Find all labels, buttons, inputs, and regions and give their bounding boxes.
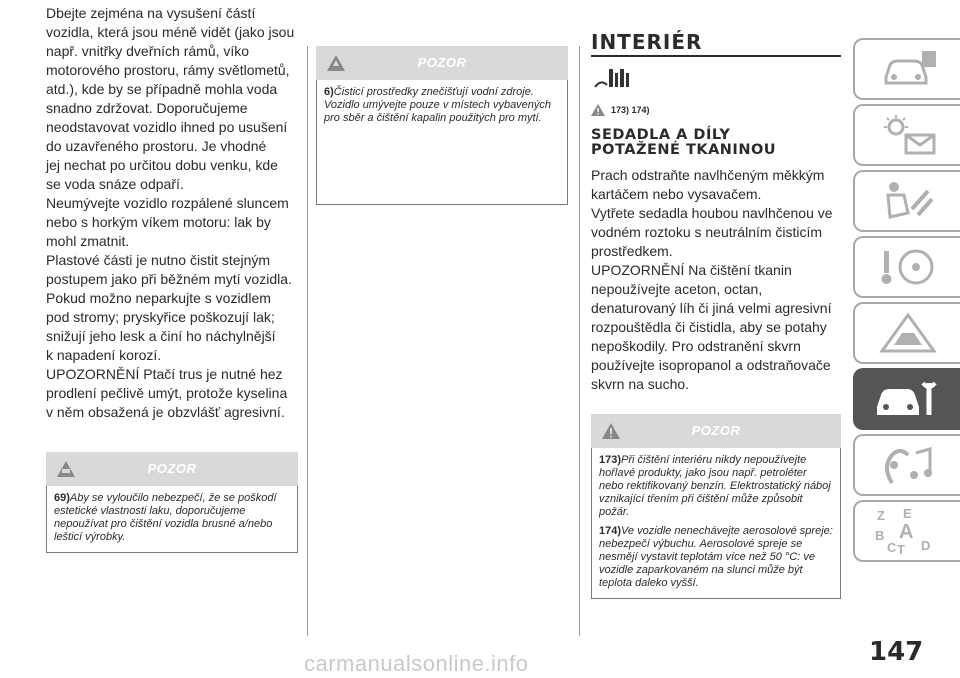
text-line: skvrn na sucho.	[591, 376, 690, 392]
text-line: snižují jeho lesk a činí ho náchylnější	[46, 328, 276, 344]
text-line: pod stromy; pryskyřice poškozují lak;	[46, 309, 275, 325]
text-line: Neumývejte vozidlo rozpálené sluncem	[46, 195, 289, 211]
warning-box-6	[316, 46, 568, 205]
warning-header	[316, 46, 568, 80]
warning-number: 174)	[599, 525, 622, 537]
tab-car-info[interactable]	[853, 38, 960, 100]
warning-text: Aby se vyloučilo nebezpečí, že se poškodí estetické vlastnosti laku, doporučujeme nepoužívat pro čištění vozidla brusné a/nebo lešticí výrobky.	[54, 492, 277, 543]
warning-triangle-icon	[591, 104, 605, 116]
warning-refs	[591, 104, 841, 116]
text-line: nepoužívejte aceton, octan,	[591, 281, 763, 297]
text-line: Dbejte zejména na vysušení částí	[46, 5, 256, 21]
warning-box-173-174	[591, 414, 841, 599]
text-line: jej nechat po určitou dobu venku, kde	[46, 157, 278, 173]
text-line: prodlení pečlivě umýt, protože kyselina	[46, 385, 288, 401]
emergency-icon	[878, 311, 938, 355]
warning-title: POZOR	[147, 461, 197, 476]
text-line: Prach odstraňte navlhčeným měkkým	[591, 167, 825, 183]
tab-safety[interactable]	[853, 170, 960, 232]
text-line: nepoškodily. Pro odstranění skvrn	[591, 338, 801, 354]
index-icon	[873, 506, 943, 556]
text-line: v něm obsažená je obzvlášť agresivní.	[46, 404, 285, 420]
warning-number: 173)	[599, 454, 622, 466]
warning-title: POZOR	[417, 55, 467, 70]
text-line: neodstavovat vozidlo ihned po usušení	[46, 119, 288, 135]
warning-number: 6)	[324, 86, 334, 98]
warning-body	[591, 448, 841, 599]
text-line: nebo s horkým víkem motoru: lak by	[46, 214, 271, 230]
tab-emergency[interactable]	[853, 302, 960, 364]
column-divider	[307, 46, 308, 636]
chapter-tabs	[853, 38, 960, 566]
index-letter: C	[886, 540, 896, 555]
text-line: vodném roztoku s neutrálním čisticím	[591, 224, 823, 240]
text-line: motorového prostoru, rámy světlometů,	[46, 62, 290, 78]
page-number: 147	[869, 637, 924, 667]
subsection-title-line2: POTAŽENÉ TKANINOU	[591, 142, 777, 158]
index-letter: A	[898, 521, 913, 543]
text-line: k napadení korozí.	[46, 347, 162, 363]
text-line: se voda snáze odpaří.	[46, 176, 184, 192]
index-letter: T	[896, 542, 905, 556]
warning-header	[46, 452, 298, 486]
text-line: Pokud možno neparkujte s vozidlem	[46, 290, 271, 306]
warning-number: 69)	[54, 492, 70, 504]
body-text-block	[46, 4, 298, 422]
column-right	[591, 30, 841, 599]
section-title: INTERIÉR	[591, 30, 841, 57]
text-line: postupem jako při běžném mytí vozidla.	[46, 271, 292, 287]
tab-starting-driving[interactable]	[853, 236, 960, 298]
tab-multimedia[interactable]	[853, 434, 960, 496]
index-letter: B	[874, 528, 884, 543]
warning-item-174	[599, 525, 833, 590]
warning-title: POZOR	[691, 423, 741, 438]
text-line: Vytřete sedadla houbou navlhčenou ve	[591, 205, 833, 221]
text-line: denaturovaný líh či jiná velmi agresivní	[591, 300, 832, 316]
text-line: používejte isopropanol a odstraňovače	[591, 357, 831, 373]
tab-warning-lights[interactable]	[853, 104, 960, 166]
car-info-icon	[878, 47, 938, 91]
text-line: snadno zdržovat. Doporučujeme	[46, 100, 248, 116]
warning-text: Čisticí prostředky znečišťují vodní zdroje. Vozidlo umývejte pouze v místech vybavených pro sběr a čištění kapalin použitých pro mytí.	[324, 86, 552, 124]
warning-lights-icon	[878, 113, 938, 157]
watermark: carmanualsonline.info	[304, 651, 529, 676]
text-line: mohl zmatnit.	[46, 233, 130, 249]
column-divider	[579, 46, 580, 636]
text-line: atd.), kde by se případně mohla voda	[46, 81, 278, 97]
maintenance-care-icon	[873, 377, 943, 421]
warning-box-69	[46, 452, 298, 553]
text-line: vozidla, která jsou méně vidět (jako jsou	[46, 24, 295, 40]
starting-driving-icon	[878, 245, 938, 289]
tab-maintenance-care[interactable]	[853, 368, 960, 430]
text-line: Plastové části je nutno čistit stejným	[46, 252, 271, 268]
text-line: kartáčem nebo vysavačem.	[591, 186, 762, 202]
index-letter: E	[902, 506, 912, 521]
text-line: např. vnitřky dveřních rámů, víko	[46, 43, 250, 59]
warning-body	[46, 486, 298, 553]
text-line: do uzavřeného prostoru. Je vhodné	[46, 138, 267, 154]
ref-numbers: 173) 174)	[611, 105, 650, 115]
safety-icon	[878, 179, 938, 223]
index-letter: Z	[876, 508, 885, 523]
warning-text: Při čištění interiéru nikdy nepoužívejte hořlavé produkty, jako jsou např. petroléter nebo rektifikovaný benzín. Elektrostatický náboj vznikající třením při čištění může způsobit požár.	[599, 454, 831, 518]
subsection-title	[591, 128, 841, 158]
seat-care-icon	[591, 65, 841, 98]
text-line: rozpouštědla či čistidla, aby se potahy	[591, 319, 827, 335]
text-line: prostředkem.	[591, 243, 673, 259]
text-line: UPOZORNĚNÍ Ptačí trus je nutné hez	[46, 366, 283, 382]
warning-item-173	[599, 454, 833, 519]
column-left	[46, 4, 298, 553]
warning-body	[316, 80, 568, 205]
multimedia-icon	[878, 443, 938, 487]
text-line: UPOZORNĚNÍ Na čištění tkanin	[591, 262, 792, 278]
subsection-title-line1: SEDADLA A DÍLY	[591, 127, 731, 143]
body-text-block	[591, 166, 841, 394]
warning-header	[591, 414, 841, 448]
index-letter: D	[920, 538, 930, 553]
warning-text: Ve vozidle nenechávejte aerosolové spreje: nebezpečí výbuchu. Aerosolové spreje se nesmějí vystavit teplotám více než 50 °C: ve vozidle zaparkovaném na slunci může být teplota daleko vyšší.	[599, 525, 833, 589]
tab-index[interactable]	[853, 500, 960, 562]
column-middle	[316, 46, 568, 205]
